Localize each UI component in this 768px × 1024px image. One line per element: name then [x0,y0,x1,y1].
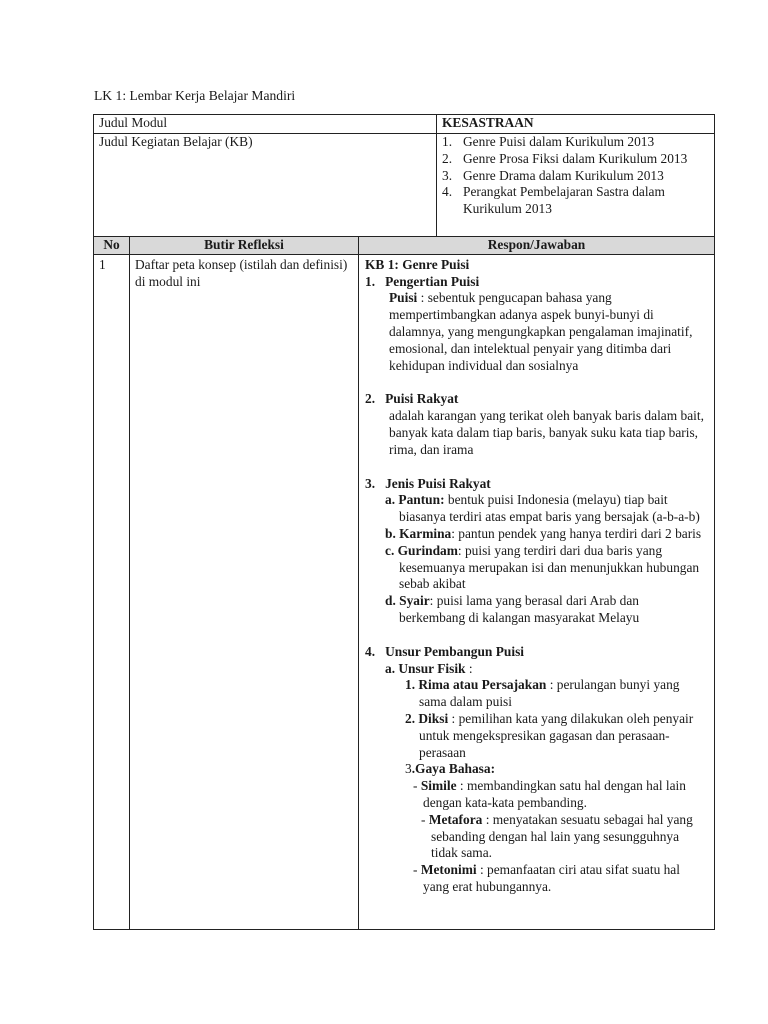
reflection-table [93,114,715,930]
kb-list-cell [437,134,715,237]
row-number: 1 [94,254,130,929]
list-item: - Metafora : menyatakan sesuatu sebagai hal yang sebanding dengan hal lain yang sesungguhnya tidak sama. [421,811,693,861]
definition-puisi: : sebentuk pengucapan bahasa yang mempertimbangkan adanya aspek bunyi-bunyi di dalamnya, yang mengungkapkan pengalaman imajinatif, emosional, dan intelektual penyair yang ditimba dari kehidupan individual dan sosialnya [389,290,693,373]
kb-list-item: 3. Genre Drama dalam Kurikulum 2013 [442,167,664,183]
term-puisi: Puisi [389,290,418,306]
row-response [359,254,715,929]
table-row [94,254,715,929]
kb-title-row [94,134,715,237]
kb-list [437,134,714,218]
section-title: Jenis Puisi Rakyat [385,475,491,491]
list-item: b. Karmina: pantun pendek yang hanya terdiri dari 2 baris [385,525,702,541]
section-title: Pengertian Puisi [385,273,480,289]
header-no: No [94,237,130,255]
section-pengertian-puisi: 1. Pengertian Puisi Puisi : sebentuk pengucapan bahasa yang mempertimbangkan adanya aspek bunyi-bunyi di dalamnya, yang mengungkapkan pengalaman imajinatif, emosional, dan intelektual penyair yang ditimba dari kehidupan individual dan sosialnya [365,273,693,373]
page-title: LK 1: Lembar Kerja Belajar Mandiri [94,88,296,103]
kb-title-label: Judul Kegiatan Belajar (KB) [94,134,437,237]
kb-list-item: 4. Perangkat Pembelajaran Sastra dalam Kurikulum 2013 [442,184,665,217]
list-item: d. Syair: puisi lama yang berasal dari Arab dan berkembang di kalangan masyarakat Melayu [385,593,640,625]
row-butir: Daftar peta konsep (istilah dan definisi) di modul ini [130,254,359,929]
module-title-value: KESASTRAAN [437,115,715,134]
list-item: a. Pantun: bentuk puisi Indonesia (melayu) tiap bait biasanya terdiri atas empat baris yang bersajak (a-b-a-b) [385,492,700,525]
module-title-label: Judul Modul [94,115,437,134]
definition-puisi-rakyat: adalah karangan yang terikat oleh banyak baris dalam bait, banyak kata dalam tiap baris, banyak suku kata tiap baris, rima, dan irama [389,408,704,457]
table-header-row [94,237,715,255]
section-jenis-puisi-rakyat: 3. Jenis Puisi Rakyat a. Pantun: bentuk puisi Indonesia (melayu) tiap bait biasanya terdiri atas empat baris yang bersajak (a-b-a-b) b. Karmina: pantun pendek yang hanya terdiri dari 2 baris c. Gurindam: puisi yang terdiri dari dua baris yang kesemuanya merupakan isi dan menunjukkan hubungan sebab akibat d. Syair: puisi lama yang berasal dari Arab dan berkembang di kalangan masyarakat Melayu [365,476,708,627]
list-item: c. Gurindam: puisi yang terdiri dari dua baris yang kesemuanya merupakan isi dan menunjukkan hubungan sebab akibat [385,542,700,592]
module-title-row [94,115,715,134]
header-butir: Butir Refleksi [130,237,359,255]
list-item: 3.Gaya Bahasa: [405,761,496,777]
section-unsur-pembangun-puisi: 4. Unsur Pembangun Puisi a. Unsur Fisik : 1. Rima atau Persajakan : perulangan bunyi yang sama dalam puisi 2. Diksi : pemilihan kata yang dilakukan oleh penyair untuk mengekspresikan gagasan dan perasaan-perasaan 3.Gaya Bahasa: - Simile : membandingkan satu hal dengan hal lain dengan kata-kata pembanding. - Metafora : menyatakan sesuatu sebagai hal yang sebanding dengan hal lain yang sesungguhnya tidak sama. - Metonimi : pemanfaatan ciri atau sifat suatu hal yang erat hubungannya. [365,644,708,896]
header-respon: Respon/Jawaban [359,237,715,255]
list-item: - Simile : membandingkan satu hal dengan hal lain dengan kata-kata pembanding. [413,778,686,810]
kb1-heading: KB 1: Genre Puisi [365,256,470,272]
section-title: Puisi Rakyat [385,391,459,407]
list-item: a. Unsur Fisik : [385,660,473,676]
section-puisi-rakyat: 2. Puisi Rakyat adalah karangan yang terikat oleh banyak baris dalam bait, banyak kata dalam tiap baris, banyak suku kata tiap baris, rima, dan irama [365,391,708,458]
list-item: 2. Diksi : pemilihan kata yang dilakukan oleh penyair untuk mengekspresikan gagasan dan perasaan-perasaan [405,710,694,760]
section-title: Unsur Pembangun Puisi [385,643,525,659]
list-item: - Metonimi : pemanfaatan ciri atau sifat suatu hal yang erat hubungannya. [413,862,680,894]
list-item: 1. Rima atau Persajakan : perulangan bunyi yang sama dalam puisi [405,677,680,710]
kb-list-item: 2. Genre Prosa Fiksi dalam Kurikulum 2013 [442,150,688,166]
kb-list-item: 1. Genre Puisi dalam Kurikulum 2013 [442,134,655,149]
